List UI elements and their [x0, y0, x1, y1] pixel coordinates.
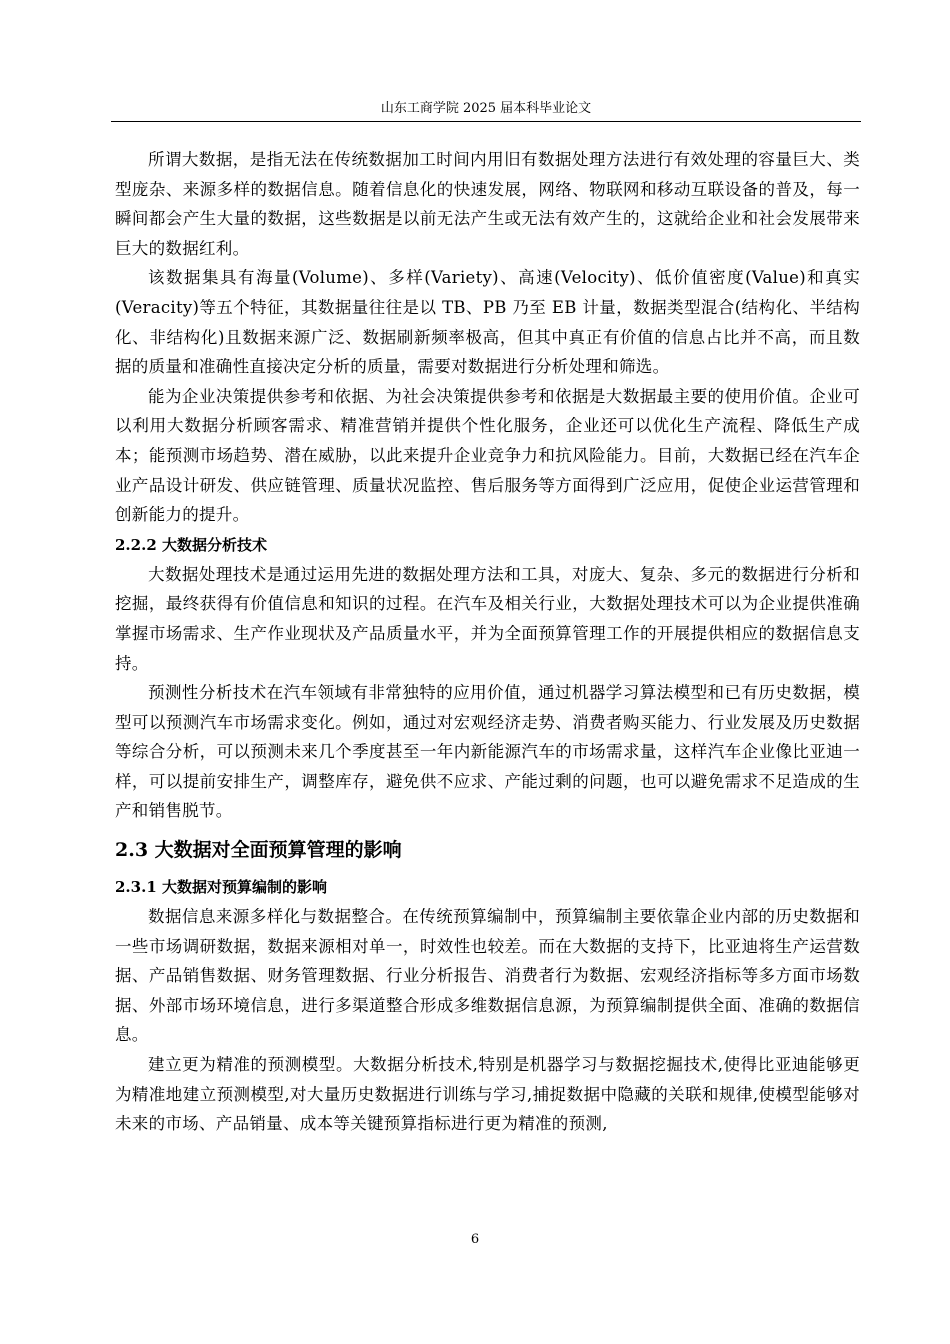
- paragraph-prediction-model: 建立更为精准的预测模型。大数据分析技术,特别是机器学习与数据挖掘技术,使得比亚迪能够更为精准地建立预测模型,对大量历史数据进行训练与学习,捕捉数据中隐藏的关联和规律,使模型能够对未来的市场、产品销量、成本等关键预算指标进行更为精准的预测,: [115, 1055, 860, 1134]
- paragraph-big-data-definition: 所谓大数据，是指无法在传统数据加工时间内用旧有数据处理方法进行有效处理的容量巨大、类型庞杂、来源多样的数据信息。随着信息化的快速发展，网络、物联网和移动互联设备的普及，每一瞬间都会产生大量的数据，这些数据是以前无法产生或无法有效产生的，这就给企业和社会发展带来巨大的数据红利。: [115, 150, 860, 258]
- paragraph-processing-tech: 大数据处理技术是通过运用先进的数据处理方法和工具，对庞大、复杂、多元的数据进行分析和挖掘，最终获得有价值信息和知识的过程。在汽车及相关行业，大数据处理技术可以为企业提供准确掌握市场需求、生产作业现状及产品质量水平，并为全面预算管理工作的开展提供相应的数据信息支持。: [115, 564, 860, 673]
- section-heading-2-2-2: 2.2.2 大数据分析技术: [115, 535, 267, 554]
- header-rule: [111, 121, 861, 122]
- paragraph-big-data-value: 能为企业决策提供参考和依据、为社会决策提供参考和依据是大数据最主要的使用价值。企业可以利用大数据分析顾客需求、精准营销并提供个性化服务，企业还可以优化生产流程、降低生产成本；能预测市场趋势、潜在威胁，以此来提升企业竞争力和抗风险能力。目前，大数据已经在汽车企业产品设计研发、供应链管理、质量状况监控、售后服务等方面得到广泛应用，促使企业运营管理和创新能力的提升。: [115, 386, 860, 525]
- section-heading-2-3-1: 2.3.1 大数据对预算编制的影响: [115, 878, 327, 897]
- paragraph-data-sources: 数据信息来源多样化与数据整合。在传统预算编制中，预算编制主要依靠企业内部的历史数据和一些市场调研数据，数据来源相对单一，时效性也较差。而在大数据的支持下，比亚迪将生产运营数据、产品销售数据、财务管理数据、行业分析报告、消费者行为数据、宏观经济指标等多方面市场数据、外部市场环境信息，进行多渠道整合形成多维数据信息源，为预算编制提供全面、准确的数据信息。: [115, 907, 860, 1045]
- page-body: [115, 145, 860, 1139]
- paragraph-predictive-analysis: 预测性分析技术在汽车领域有非常独特的应用价值，通过机器学习算法模型和已有历史数据，模型可以预测汽车市场需求变化。例如，通过对宏观经济走势、消费者购买能力、行业发展及历史数据等综合分析，可以预测未来几个季度甚至一年内新能源汽车的市场需求量，这样汽车企业像比亚迪一样，可以提前安排生产，调整库存，避免供不应求、产能过剩的问题，也可以避免需求不足造成的生产和销售脱节。: [115, 683, 860, 821]
- paragraph-big-data-features: 该数据集具有海量(Volume)、多样(Variety)、高速(Velocity)、低价值密度(Value)和真实(Veracity)等五个特征，其数据量往往是以 TB、PB 乃至 EB 计量，数据类型混合(结构化、半结构化、非结构化)且数据来源广泛、数据刷新频率极高，但其中真正有价值的信息占比并不高，而且数据的质量和准确性直接决定分析的质量，需要对数据进行分析处理和筛选。: [115, 268, 860, 377]
- page-number: 6: [470, 1232, 480, 1247]
- running-header: 山东工商学院 2025 届本科毕业论文: [380, 101, 592, 116]
- section-heading-2-3: 2.3 大数据对全面预算管理的影响: [115, 839, 402, 862]
